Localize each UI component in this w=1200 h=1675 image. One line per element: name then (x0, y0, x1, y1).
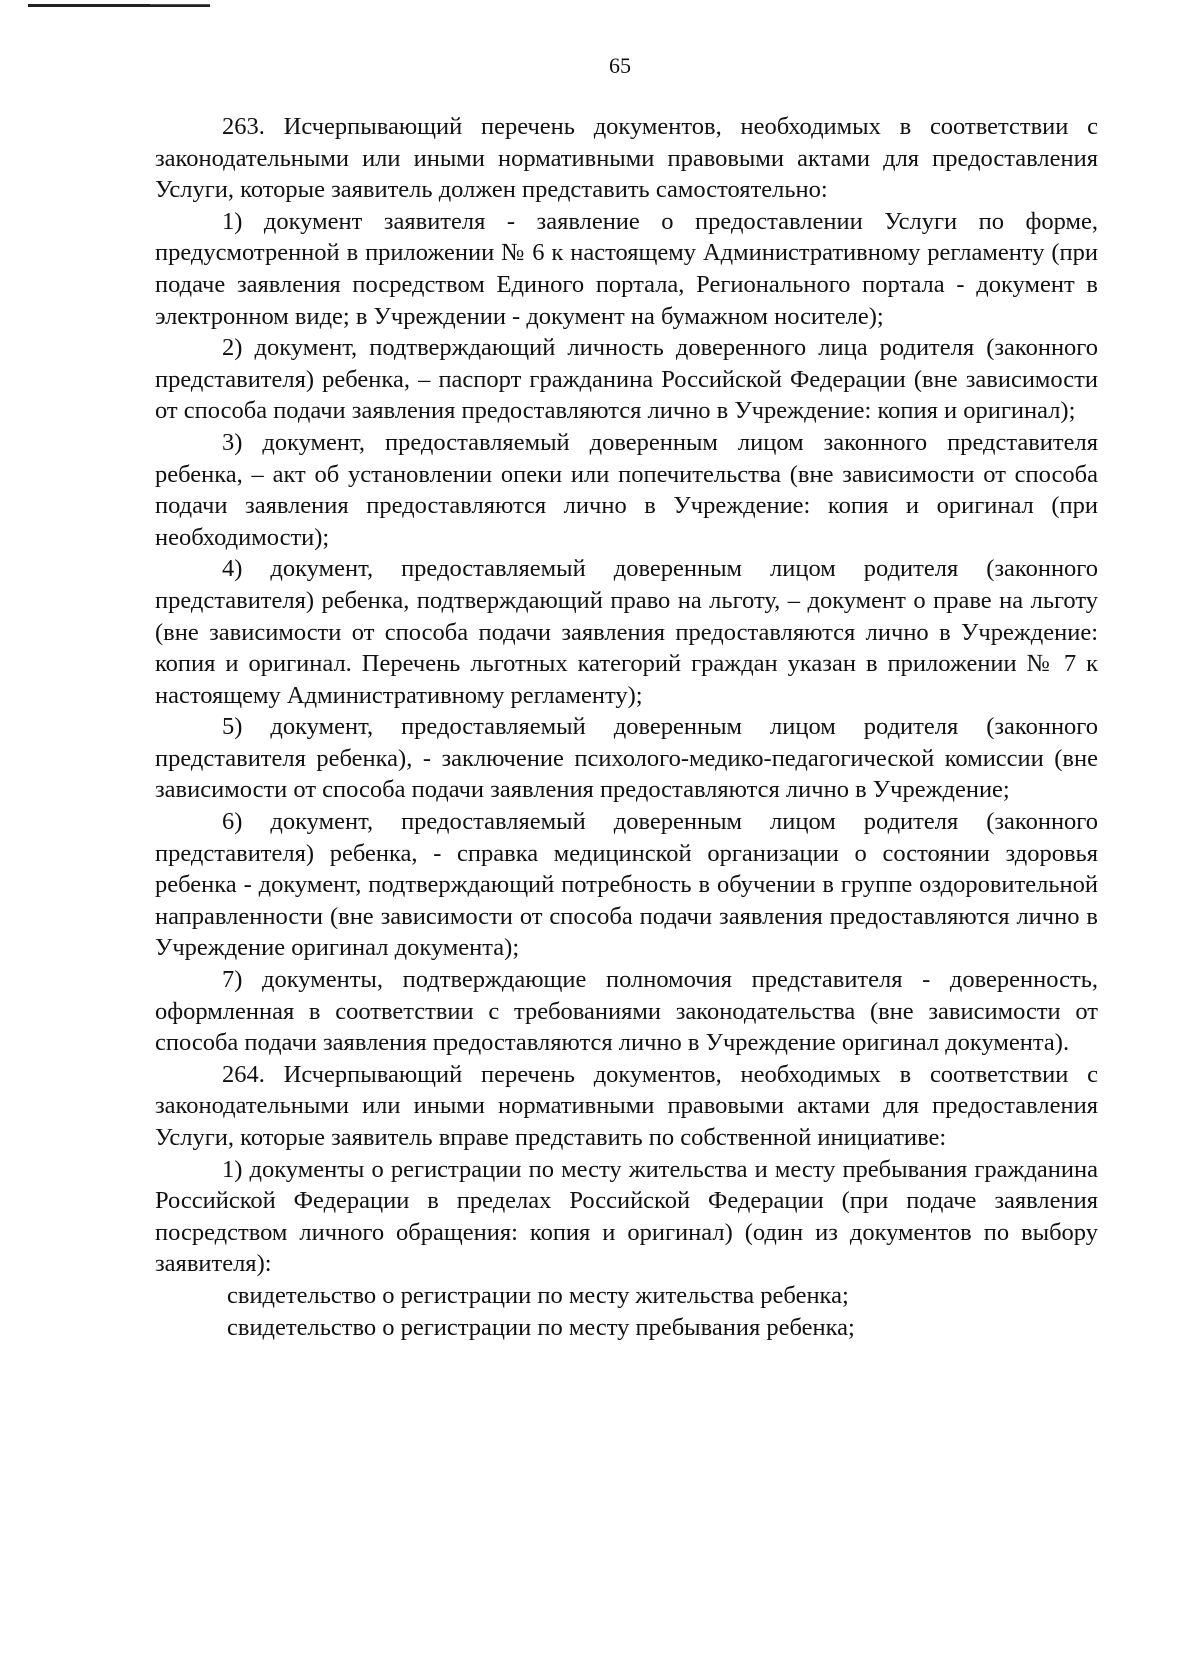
list-item-5-commission: 5) документ, предоставляемый доверенным лицом родителя (законного представителя ребенка), - заключение психолого-медико-педагогической комиссии (вне зависимости от способа подачи заявления предоставляются лично в Учреждение; (155, 713, 1098, 804)
list-item-2-passport: 2) документ, подтверждающий личность доверенного лица родителя (законного представителя) ребенка, – паспорт гражданина Российской Федерации (вне зависимости от способа подачи заявления предоставляются лично в Учреждение: копия и оригинал); (155, 334, 1098, 425)
scan-edge-mark-tail (150, 4, 210, 5)
list-item-7-power-of-attorney: 7) документы, подтверждающие полномочия представителя - доверенность, оформленная в соответствии с требованиями законодательства (вне зависимости от способа подачи заявления предоставляются лично в Учреждение оригинал документа). (155, 966, 1098, 1057)
list-item-6-medical: 6) документ, предоставляемый доверенным лицом родителя (законного представителя) ребенка, - справка медицинской организации о состоянии здоровья ребенка - документ, подтверждающий потребность в обучении в группе оздоровительной направленности (вне зависимости от способа подачи заявления предоставляются лично в Учреждение оригинал документа); (155, 808, 1098, 962)
paragraph-263-intro: 263. Исчерпывающий перечень документов, необходимых в соответствии с законодательными или иными нормативными правовыми актами для предоставления Услуги, которые заявитель должен представить самостоятельно: (155, 113, 1098, 204)
document-body (155, 111, 1098, 1343)
list-item-1-application: 1) документ заявителя - заявление о предоставлении Услуги по форме, предусмотренной в приложении № 6 к настоящему Административному регламенту (при подаче заявления посредством Единого портала, Регионального портала - документ в электронном виде; в Учреждении - документ на бумажном носителе); (155, 207, 1098, 330)
paragraph-264-intro: 264. Исчерпывающий перечень документов, необходимых в соответствии с законодательными или иными нормативными правовыми актами для предоставления Услуги, которые заявитель вправе представить по собственной инициативе: (155, 1060, 1098, 1151)
page-number: 65 (609, 53, 631, 78)
list-item-3-guardianship: 3) документ, предоставляемый доверенным лицом законного представителя ребенка, – акт об установлении опеки или попечительства (вне зависимости от способа подачи заявления предоставляются лично в Учреждение: копия и оригинал (при необходимости); (155, 428, 1098, 551)
list-item-4-benefit: 4) документ, предоставляемый доверенным лицом родителя (законного представителя) ребенка, подтверждающий право на льготу, – документ о праве на льготу (вне зависимости от способа подачи заявления предоставляются лично в Учреждение: копия и оригинал. Перечень льготных категорий граждан указан в приложении № 7 к настоящему Административному регламенту); (155, 555, 1098, 709)
sub-item-stay-certificate: свидетельство о регистрации по месту пребывания ребенка; (227, 1313, 855, 1341)
list-item-1-registration: 1) документы о регистрации по месту жительства и месту пребывания гражданина Российской Федерации в пределах Российской Федерации (при подаче заявления посредством личного обращения: копия и оригинал) (один из документов по выбору заявителя): (155, 1155, 1098, 1278)
sub-item-residence-certificate: свидетельство о регистрации по месту жительства ребенка; (227, 1281, 849, 1309)
